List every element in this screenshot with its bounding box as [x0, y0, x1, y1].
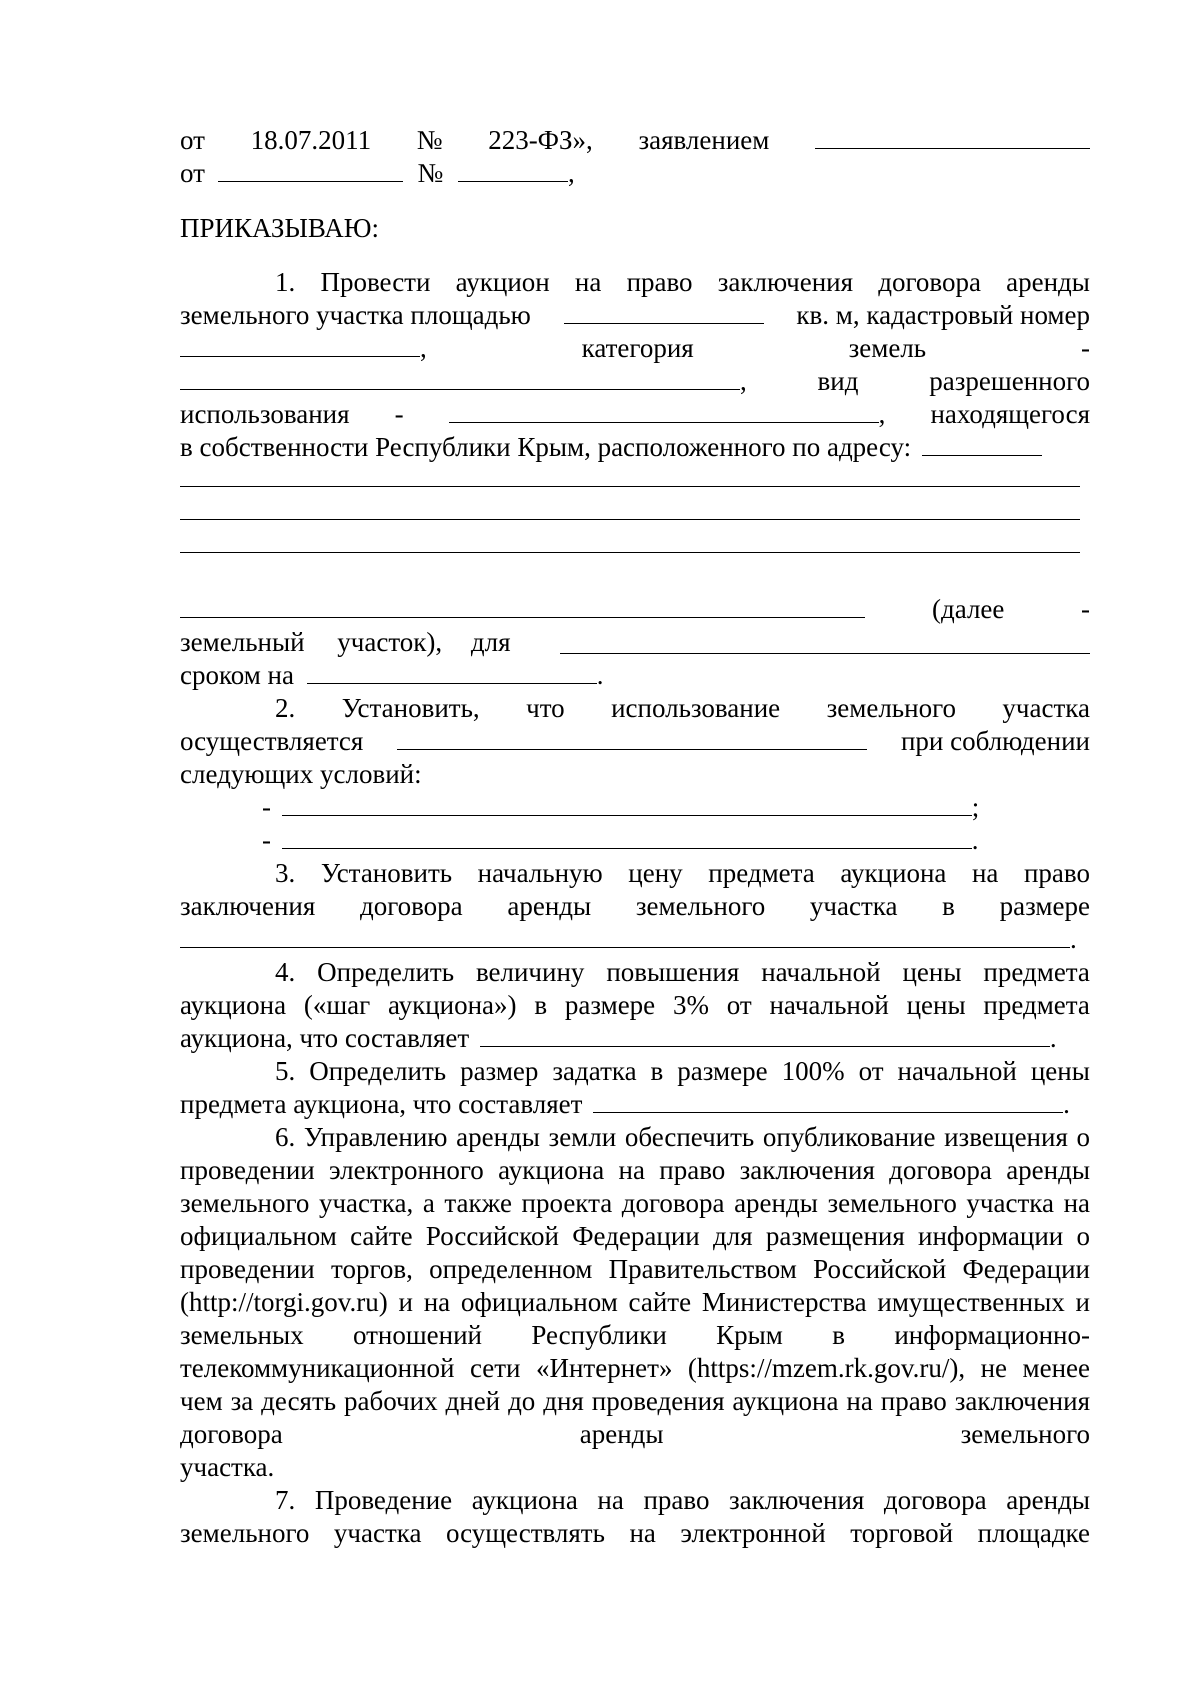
word: право	[1023, 858, 1090, 888]
item5-line-2	[180, 1088, 1090, 1121]
word: заключения	[729, 1485, 865, 1515]
text: предмета аукциона, что составляет	[180, 1089, 583, 1119]
item4-line-2	[180, 989, 1090, 1022]
term-blank	[307, 659, 597, 684]
area-blank	[564, 299, 764, 324]
word: на	[971, 858, 999, 888]
word: -	[1081, 333, 1090, 363]
word: ;	[971, 792, 980, 822]
category-blank	[180, 365, 740, 390]
word: использования	[180, 399, 350, 429]
word: 3%	[672, 990, 709, 1020]
item4-line-1	[180, 956, 1090, 989]
word: начальной	[897, 1056, 1017, 1086]
word: 3.	[275, 858, 296, 888]
word: аренды	[507, 891, 592, 921]
word: участка	[333, 1518, 422, 1548]
word: цены	[906, 990, 966, 1020]
word: 5.	[275, 1056, 296, 1086]
word: на	[574, 267, 602, 297]
word: аукцион	[455, 267, 550, 297]
word: Проведение	[314, 1485, 453, 1515]
word: от	[180, 158, 205, 188]
word: использование	[611, 693, 781, 723]
word: .	[1070, 924, 1077, 954]
word: земельного	[180, 1518, 310, 1548]
word: на	[629, 1518, 656, 1548]
word: земель	[848, 333, 927, 363]
item1-line-11	[180, 626, 1090, 659]
word: 100%	[781, 1056, 845, 1086]
item1-line-5	[180, 398, 1090, 431]
word: 7.	[275, 1485, 296, 1515]
word: цены	[902, 957, 962, 987]
item3-line-3	[180, 923, 1090, 956]
condition-1	[180, 791, 1090, 824]
word: -	[262, 825, 271, 855]
word: право	[643, 1485, 710, 1515]
intro-line-2	[180, 157, 1090, 190]
word: №	[417, 158, 444, 188]
purpose-blank	[560, 629, 1090, 654]
word: («шаг	[303, 990, 371, 1020]
word: договора	[878, 267, 981, 297]
word: предмета	[983, 957, 1090, 987]
deposit-blank	[593, 1088, 1063, 1113]
use-blank	[449, 398, 879, 423]
step-blank	[480, 1022, 1050, 1047]
date-blank	[218, 157, 403, 182]
word: цену	[628, 858, 683, 888]
item3-line-2	[180, 890, 1090, 923]
word: Установить	[320, 858, 453, 888]
word: ,	[420, 333, 427, 363]
word: площадке	[977, 1518, 1090, 1548]
word: .	[971, 825, 979, 855]
word: начальную	[477, 858, 603, 888]
word: в	[534, 990, 548, 1020]
word: №	[416, 125, 443, 155]
word: -	[394, 399, 404, 429]
word: .	[1049, 1023, 1057, 1053]
word: земельного	[826, 693, 956, 723]
word: цены	[1030, 1056, 1090, 1086]
word: аренды	[1006, 267, 1090, 297]
number-blank	[458, 157, 568, 182]
word: (далее	[932, 594, 1005, 624]
word: размере	[677, 1056, 768, 1086]
item1-line-10	[180, 593, 1090, 626]
word: Установить,	[341, 693, 480, 723]
text: при соблюдении	[900, 726, 1090, 756]
text: земельного участка площадью	[180, 300, 531, 330]
word: для	[470, 627, 511, 657]
word: Определить	[309, 1056, 447, 1086]
word: разрешенного	[929, 366, 1090, 396]
statement-blank	[815, 124, 1090, 149]
item4-line-3	[180, 1022, 1090, 1055]
order-heading: ПРИКАЗЫВАЮ:	[180, 213, 379, 243]
word: в	[942, 891, 955, 921]
word: договора	[359, 891, 463, 921]
word: предмета	[983, 990, 1090, 1020]
item7-line-1	[180, 1484, 1090, 1517]
law-number: 223-ФЗ»,	[488, 125, 593, 155]
address-line	[180, 486, 1080, 487]
address-blank-end	[180, 593, 865, 618]
word: .	[596, 660, 604, 690]
word: что	[526, 693, 565, 723]
word: осуществляется	[180, 726, 364, 756]
word: 2.	[275, 693, 296, 723]
word: размер	[460, 1056, 539, 1086]
word: -	[1081, 594, 1090, 624]
text: аукциона, что составляет	[180, 1023, 470, 1053]
address-line	[180, 552, 1080, 553]
price-blank	[180, 923, 1070, 948]
word: .	[1063, 1089, 1070, 1119]
word: в	[650, 1056, 664, 1086]
item5-line-1	[180, 1055, 1090, 1088]
address-line	[180, 519, 1080, 520]
word: Определить	[317, 957, 455, 987]
law-date: 18.07.2011	[250, 125, 372, 155]
word: Провести	[320, 267, 431, 297]
address-blank	[922, 431, 1042, 456]
item1-line-12	[180, 659, 1090, 692]
word: заключения	[180, 891, 316, 921]
word: заявлением	[638, 125, 770, 155]
word: аукциона	[180, 990, 287, 1020]
word: размере	[564, 990, 656, 1020]
word: аренды	[1006, 1485, 1090, 1515]
condition-blank	[282, 791, 972, 816]
word: ,	[567, 158, 575, 188]
intro-line-1	[180, 124, 1090, 157]
word: начальной	[769, 990, 889, 1020]
word: аукциона	[471, 1485, 578, 1515]
word: ,	[878, 399, 886, 429]
item2-line-2	[180, 725, 1090, 758]
item6-last-line: участка.	[180, 1452, 275, 1482]
word: повышения	[606, 957, 740, 987]
word: 1.	[275, 267, 296, 297]
word: электронной	[680, 1518, 826, 1548]
word: участок),	[337, 627, 443, 657]
word: от	[180, 125, 205, 155]
item1-line-3	[180, 332, 1090, 365]
word: ,	[740, 366, 747, 396]
cadastral-blank	[180, 332, 420, 357]
item1-line-6	[180, 431, 1090, 464]
condition-blank	[282, 824, 972, 849]
item6-paragraph: 6. Управлению аренды земли обеспечить опубликование извещения о проведении электронного аукциона на право заключения договора аренды земельного участка, а также проекта договора аренды земельного участка на официальном сайте Российской Федерации для размещения информации о проведении торгов, определенном Правительством Российской Федерации (http://torgi.gov.ru) и на официальном сайте Министерства имущественных и земельных отношений Республики Крым в информационно-телекоммуникационной сети «Интернет» (https://mzem.rk.gov.ru/), не менее чем за десять рабочих дней до дня проведения аукциона на право заключения договора аренды земельного	[180, 1122, 1090, 1449]
word: предмета	[708, 858, 815, 888]
word: аукциона»)	[387, 990, 517, 1020]
word: от	[726, 990, 752, 1020]
word: торговой	[850, 1518, 954, 1548]
word: право	[626, 267, 693, 297]
word: осуществлять	[445, 1518, 605, 1548]
word: -	[262, 792, 271, 822]
word: находящегося	[930, 399, 1090, 429]
word: договора	[883, 1485, 987, 1515]
word: величину	[475, 957, 585, 987]
item1-line-1	[180, 266, 1090, 299]
word: земельный	[180, 627, 305, 657]
usage-blank	[397, 725, 867, 750]
word: от	[858, 1056, 884, 1086]
word: аукциона	[840, 858, 947, 888]
word: категория	[581, 333, 694, 363]
text: сроком на	[180, 660, 294, 690]
text: кв. м, кадастровый номер	[796, 300, 1090, 330]
item2-line-3: следующих условий:	[180, 759, 422, 789]
word: вид	[817, 366, 859, 396]
item2-line-1	[180, 692, 1090, 725]
word: 4.	[275, 957, 296, 987]
item7-line-2	[180, 1517, 1090, 1550]
word: земельного	[635, 891, 766, 921]
item1-line-2	[180, 299, 1090, 332]
word: начальной	[761, 957, 881, 987]
item1-line-4	[180, 365, 1090, 398]
word: задатка	[552, 1056, 637, 1086]
word: на	[597, 1485, 624, 1515]
word: размере	[999, 891, 1090, 921]
word: участка	[1002, 693, 1090, 723]
item3-line-1	[180, 857, 1090, 890]
word: заключения	[717, 267, 854, 297]
word: участка	[809, 891, 898, 921]
condition-2	[180, 824, 1090, 857]
text: в собственности Республики Крым, расположенного по адресу:	[180, 432, 912, 462]
